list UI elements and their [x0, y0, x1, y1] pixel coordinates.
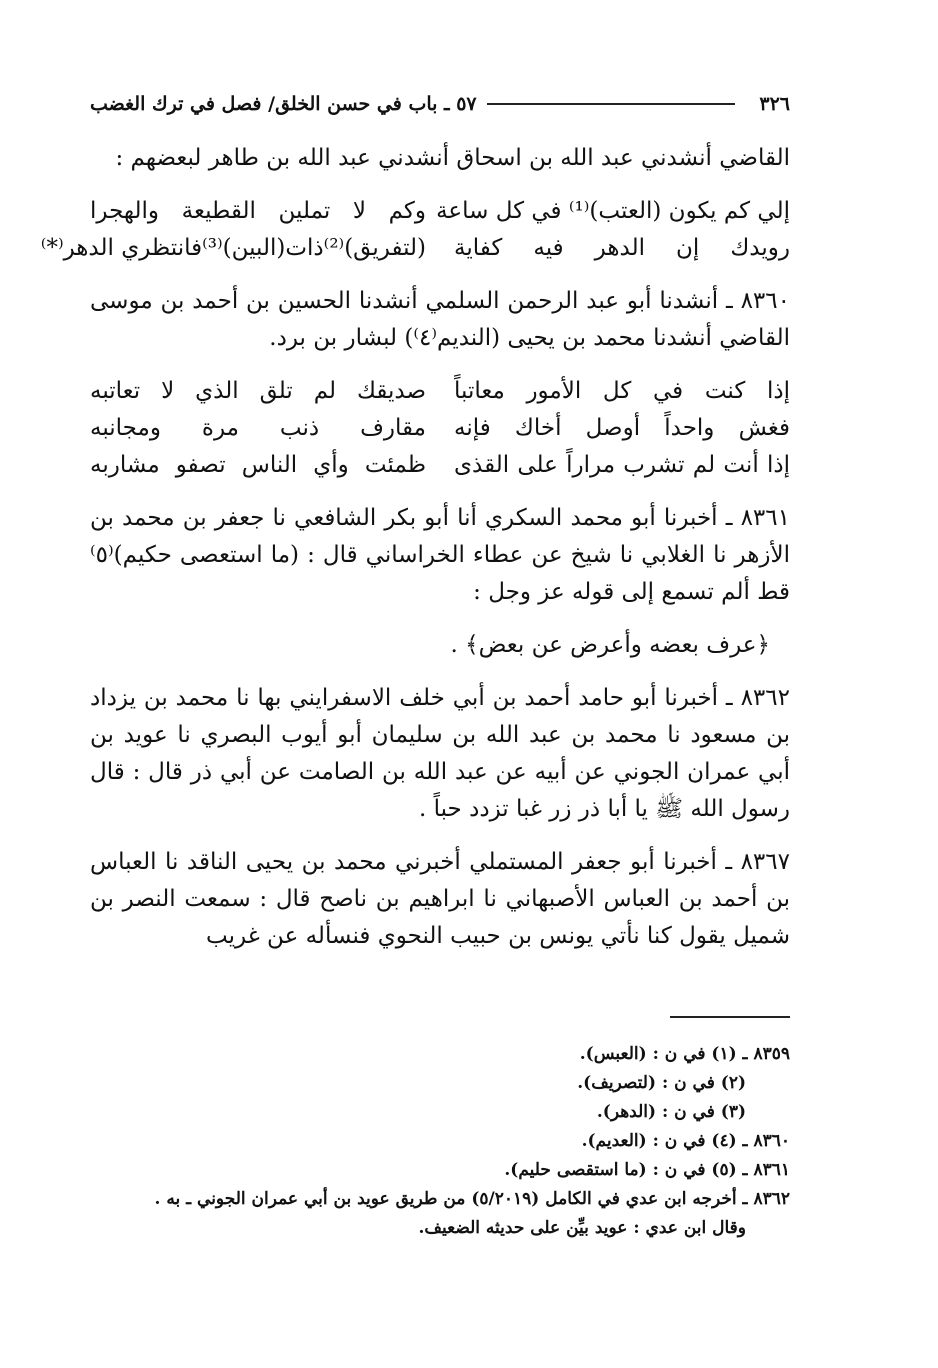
- verse-line: [90, 373, 790, 410]
- footnote: ٨٣٦٠ ـ (٤) في ن : (العديم).: [581, 1131, 790, 1151]
- verse-line: [90, 410, 790, 447]
- page-number: ٣٢٦: [759, 93, 790, 115]
- quran-quote: ﴿عرف بعضه وأعرض عن بعض﴾ .: [450, 632, 770, 658]
- header-rule: [487, 103, 736, 105]
- verse-block-1: [40, 193, 790, 267]
- verse-line: [90, 447, 790, 484]
- footnotes: [90, 1040, 790, 1243]
- footnote: ٨٣٦١ ـ (٥) في ن : (ما استقصى حليم).: [504, 1160, 790, 1180]
- paragraph-8367: ٨٣٦٧ ـ أخبرنا أبو جعفر المستملي أخبرني محمد بن يحيى الناقد نا العباس بن أحمد بن العباس الأصبهاني نا ابراهيم بن ناصح قال : سمعت النصر بن شميل يقول كنا نأتي يونس بن حبيب النحوي فنسأله عن غريب: [90, 849, 790, 949]
- hemistich-first: رويدك إن الدهر فيه كفاية: [454, 235, 790, 261]
- footnote: (٣) في ن : (الدهر).: [596, 1102, 746, 1122]
- verse-block-2: [90, 373, 790, 484]
- running-title: ٥٧ ـ باب في حسن الخلق/ فصل في ترك الغضب: [90, 93, 477, 115]
- hemistich-first: إذا كنت في كل الأمور معاتباً: [454, 378, 790, 404]
- running-header: [90, 88, 790, 120]
- footnote: ٨٣٥٩ ـ (١) في ن : (العبس).: [579, 1044, 790, 1064]
- footnote: وقال ابن عدي : عويد بيِّن على حديثه الضعيف.: [418, 1218, 746, 1238]
- hemistich-first: إذا أنت لم تشرب مراراً على القذى: [454, 452, 790, 478]
- footnote: (٢) في ن : (لتصريف).: [577, 1073, 746, 1093]
- paragraph-8361: ٨٣٦١ ـ أخبرنا أبو محمد السكري أنا أبو بكر الشافعي نا جعفر بن محمد بن الأزهر نا الغلابي نا شيخ عن عطاء الخراساني قال : (ما استعصى حكيم)⁽٥⁾ قط ألم تسمع إلى قوله عز وجل :: [90, 505, 790, 605]
- hemistich-second: مقارف ذنب مرة ومجانبه: [90, 415, 426, 441]
- verse-line: [40, 230, 790, 267]
- footnote-rule: [670, 1016, 790, 1018]
- hemistich-second: (لتفريق)⁽²⁾ذات(البين)⁽³⁾فانتظري الدهر⁽*⁾: [40, 235, 426, 261]
- paragraph-intro: القاضي أنشدني عبد الله بن اسحاق أنشدني عبد الله بن طاهر لبعضهم :: [115, 145, 790, 171]
- hemistich-second: وكم لا تملين القطيعة والهجرا: [90, 198, 426, 224]
- paragraph-8360: ٨٣٦٠ ـ أنشدنا أبو عبد الرحمن السلمي أنشدنا الحسين بن أحمد بن موسى القاضي أنشدنا محمد بن يحيى (النديم⁽٤⁾) لبشار بن برد.: [90, 288, 790, 351]
- hemistich-second: صديقك لم تلق الذي لا تعاتبه: [90, 378, 426, 404]
- main-text: [40, 140, 790, 971]
- verse-line: [90, 193, 790, 230]
- hemistich-second: ظمئت وأي الناس تصفو مشاربه: [90, 452, 426, 478]
- hemistich-first: فغش واحداً أوصل أخاك فإنه: [454, 415, 790, 441]
- paragraph-8362: ٨٣٦٢ ـ أخبرنا أبو حامد أحمد بن أبي خلف الاسفرايني بها نا محمد بن يزداد بن مسعود نا محمد بن عبد الله بن سليمان أبو أيوب البصري نا عويد بن أبي عمران الجوني عن أبيه عن عبد الله بن الصامت عن أبي ذر قال : قال رسول الله ﷺ يا أبا ذر زر غبا تزدد حباً .: [90, 685, 790, 822]
- footnote: ٨٣٦٢ ـ أخرجه ابن عدي في الكامل (٥/٢٠١٩) من طريق عويد بن أبي عمران الجوني ـ به .: [154, 1189, 790, 1209]
- hemistich-first: إلي كم يكون (العتب)⁽¹⁾ في كل ساعة: [436, 198, 790, 224]
